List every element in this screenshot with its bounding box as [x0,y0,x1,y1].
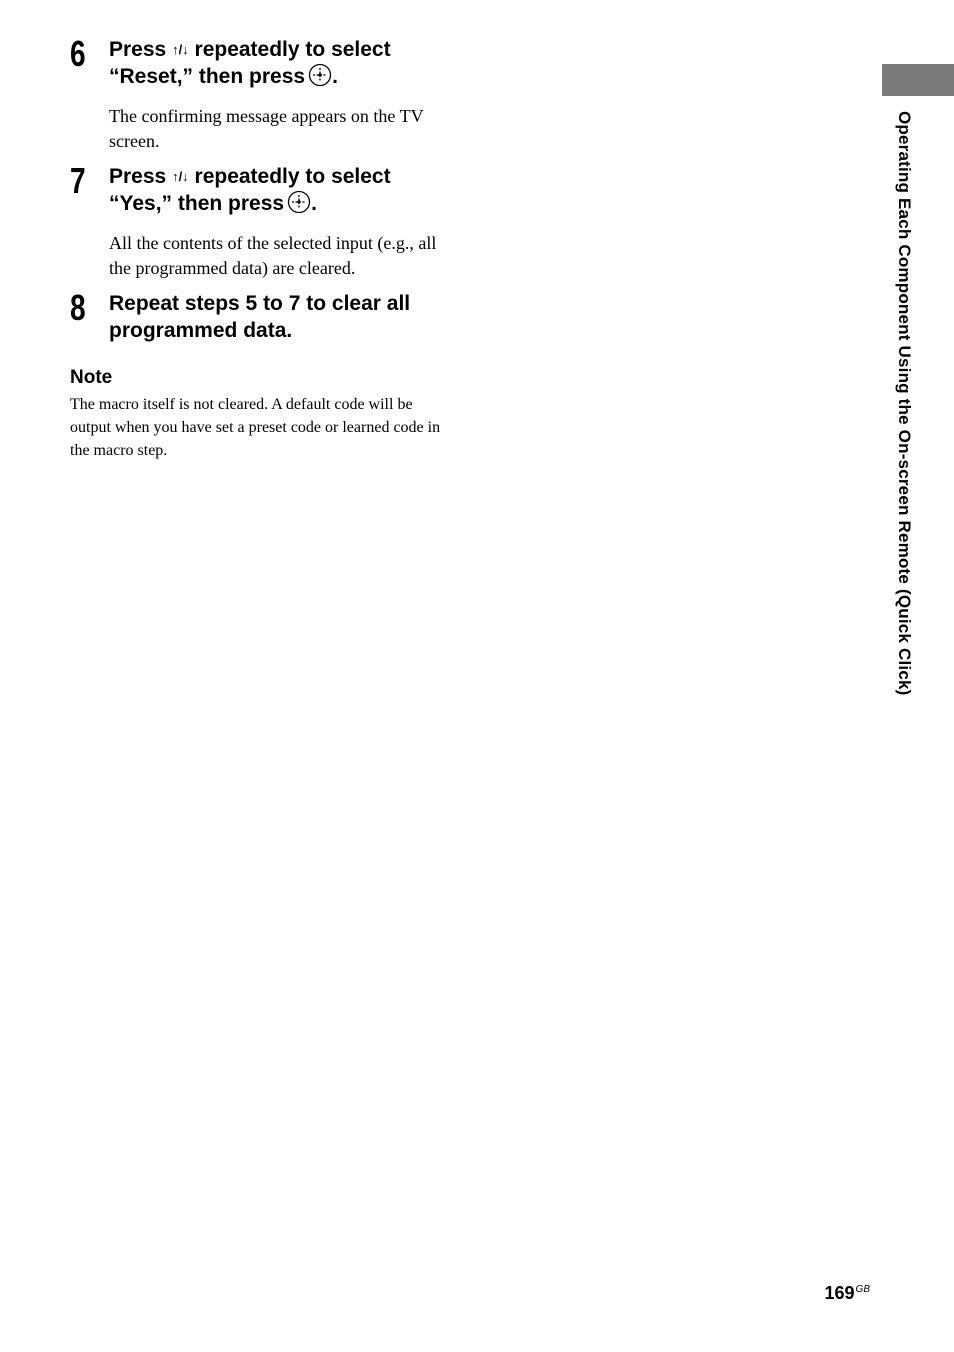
note-title: Note [70,367,113,388]
up-down-arrow-icon: ↑/↓ [172,169,189,184]
enter-button-icon [308,63,332,87]
step-number: 6 [70,33,86,74]
step-heading-text: . [311,192,317,215]
step-description: All the contents of the selected input (e.g., all the programmed data) are cleared. [109,233,437,278]
step-heading-text: . [332,65,338,88]
step-heading-text: repeatedly to select [188,38,391,61]
enter-button-icon [287,190,311,214]
step-heading-text: Press [109,38,173,61]
page-number-suffix: GB [855,1284,870,1295]
step-heading: Repeat steps 5 to 7 to clear all programmed data. [109,292,411,342]
step-heading-text: “Reset,” then press [109,65,306,88]
step-description: The confirming message appears on the TV screen. [109,106,424,151]
step-heading [109,36,469,90]
section-side-title: Operating Each Component Using the On-screen Remote (Quick Click) [895,111,914,696]
page-number-value: 169 [824,1283,855,1303]
up-down-arrow-icon: ↑/↓ [172,42,189,57]
note-body: The macro itself is not cleared. A default code will be output when you have set a preset code or learned code in the macro step. [70,396,441,459]
section-tab-marker [882,64,954,96]
step-number: 8 [70,287,86,328]
page-number [825,1283,871,1304]
step-heading [109,163,469,217]
step-heading-text: Press [109,165,173,188]
step-heading-text: “Yes,” then press [109,192,285,215]
step-number: 7 [70,160,86,201]
step-heading-text: repeatedly to select [188,165,391,188]
